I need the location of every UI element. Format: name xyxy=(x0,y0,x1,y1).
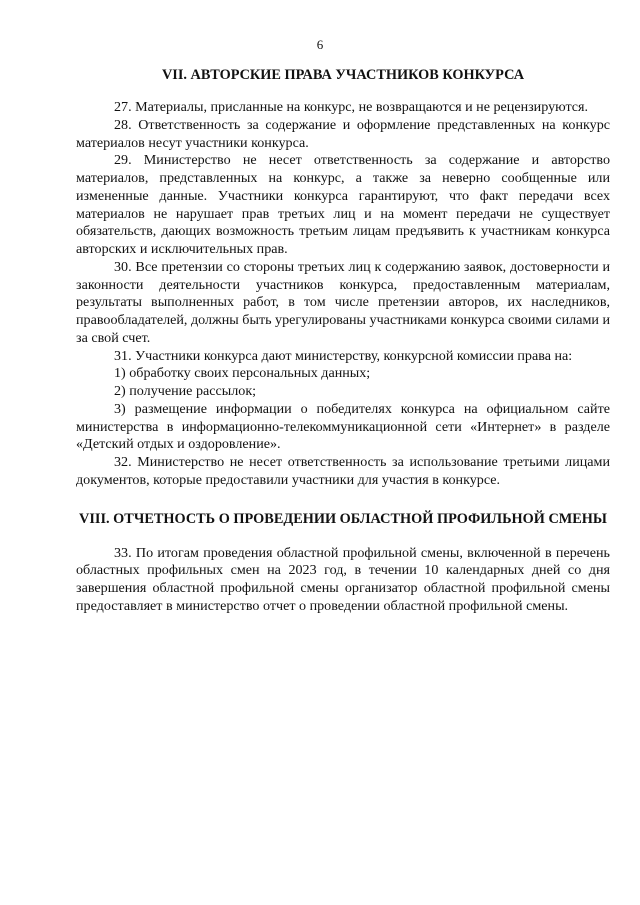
paragraph-32: 32. Министерство не несет ответственность за использование третьими лицами документов, которые предоставили участники для участия в конкурсе. xyxy=(76,454,610,488)
paragraph-27: 27. Материалы, присланные на конкурс, не возвращаются и не рецензируются. xyxy=(114,99,589,115)
paragraph-31: 31. Участники конкурса дают министерству, конкурсной комиссии права на: xyxy=(114,347,573,364)
paragraph-29: 29. Министерство не несет ответственность за содержание и авторство материалов, представленных на конкурс, а также за неверно сообщенные или измененные данные. Участники конкурса гарантируют, что факт передачи всех материалов не нарушает прав третьих лиц и на момент передачи не существует обязательств, дающих возможность третьим лицам предъявить к участникам конкурса авторских и исключительных прав. xyxy=(76,152,610,257)
paragraph-31-item-3: 3) размещение информации о победителях конкурса на официальном сайте министерства в информационно-телекоммуникационной сети «Интернет» в разделе «Детский отдых и оздоровление». xyxy=(76,400,610,453)
paragraph-31-item-2: 2) получение рассылок; xyxy=(114,383,257,399)
paragraph-30: 30. Все претензии со стороны третьих лиц к содержанию заявок, достоверности и законности деятельности участников конкурса, предоставленным материалам, результаты выполненных работ, в том числе претензии авторов, их наследников, правообладателей, должны быть урегулированы участниками конкурса своими силами и за свой счет. xyxy=(76,258,610,346)
page-number: 6 xyxy=(316,37,324,52)
section-heading-reporting: VIII. ОТЧЕТНОСТЬ О ПРОВЕДЕНИИ ОБЛАСТНОЙ ПРОФИЛЬНОЙ СМЕНЫ xyxy=(79,510,607,527)
section-reporting xyxy=(76,511,610,616)
paragraph-31-item-1: 1) обработку своих персональных данных; xyxy=(114,365,371,382)
section-copyright xyxy=(76,67,610,490)
paragraph-28: 28. Ответственность за содержание и оформление представленных на конкурс материалов несут участники конкурса. xyxy=(76,116,610,151)
section-heading-copyright: VII. АВТОРСКИЕ ПРАВА УЧАСТНИКОВ КОНКУРСА xyxy=(161,67,525,83)
paragraph-33: 33. По итогам проведения областной профильной смены, включенной в перечень областных профильных смен на 2023 год, в течении 10 календарных дней со дня завершения областной профильной смены организатор областной профильной смены предоставляет в министерство отчет о проведении областной профильной смены. xyxy=(76,544,610,614)
document-content xyxy=(76,67,610,616)
